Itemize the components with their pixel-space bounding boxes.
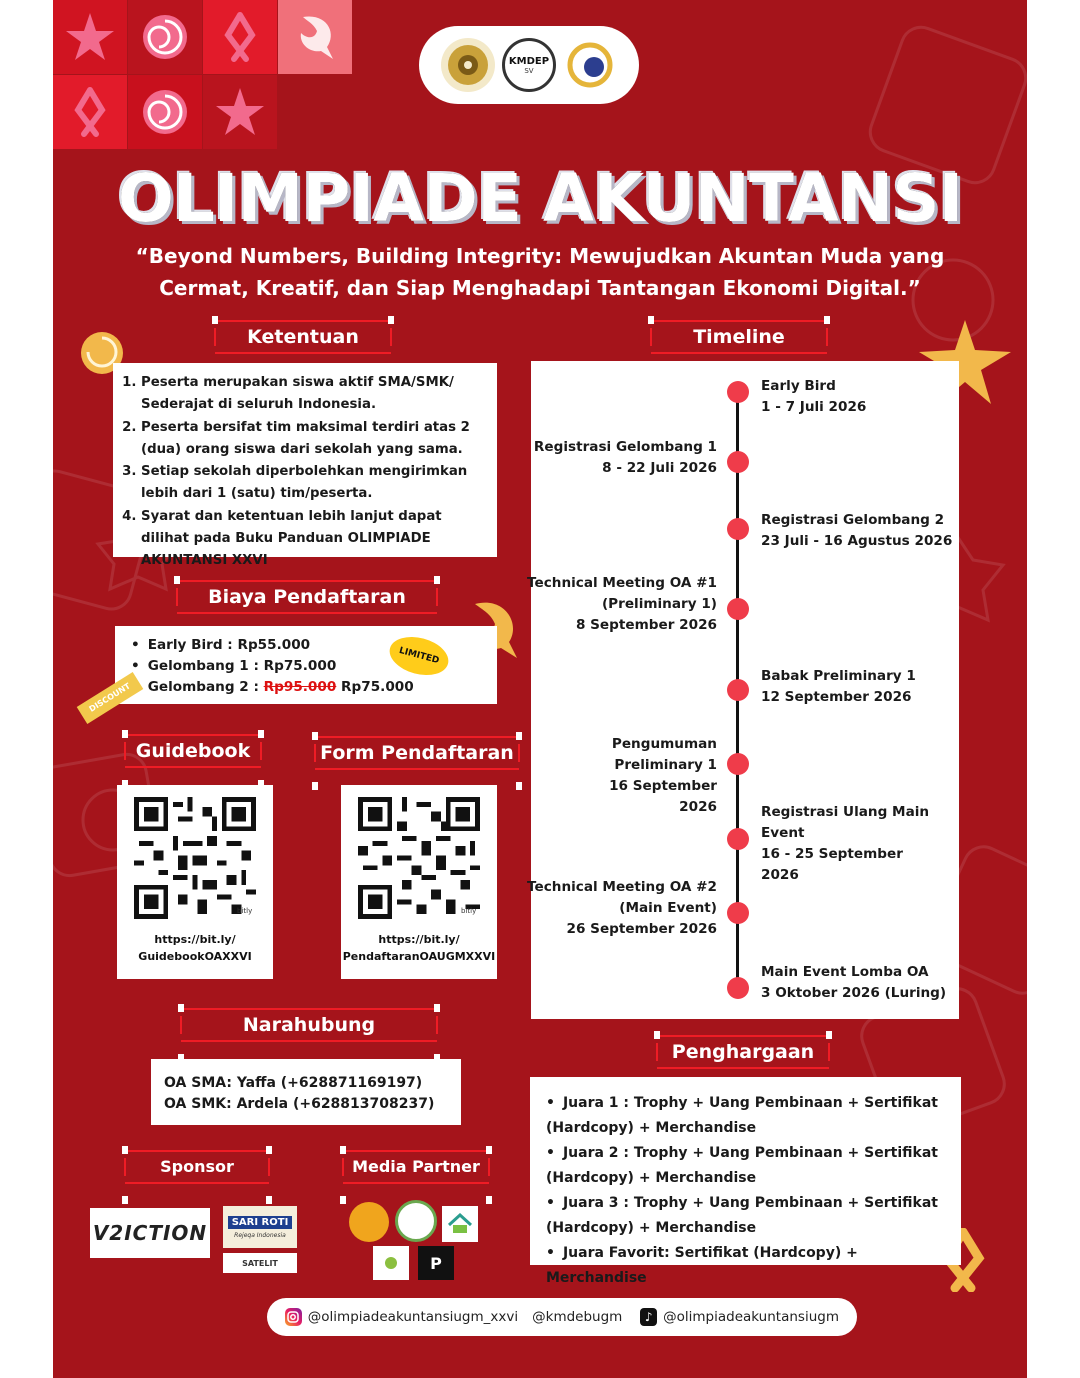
timeline-event — [534, 437, 717, 479]
section-heading-ketentuan — [215, 320, 391, 354]
timeline-heading: Timeline — [693, 326, 785, 348]
timeline-dot — [727, 598, 749, 620]
penghargaan-heading: Penghargaan — [671, 1041, 815, 1063]
ketentuan-heading: Ketentuan — [247, 326, 359, 348]
penghargaan-box — [530, 1077, 961, 1286]
kmdep-logo-text: KMDEP — [508, 55, 550, 67]
timeline-event-title: Registrasi Gelombang 2 — [761, 512, 945, 528]
shell-icon — [137, 84, 193, 140]
award-item: • Juara 3 : Trophy + Uang Pembinaan + Sertifikat (Hardcopy) + Merchandise — [546, 1191, 951, 1241]
shell-icon — [137, 9, 193, 65]
timeline-event-date: 23 Juli - 16 Agustus 2026 — [761, 533, 953, 549]
guidebook-heading: Guidebook — [135, 740, 251, 762]
instagram-handle-2[interactable]: @kmdebugm — [532, 1309, 623, 1325]
badge-icon — [379, 1255, 403, 1271]
form-qr-card[interactable] — [341, 785, 497, 979]
form-heading: Form Pendaftaran — [320, 742, 514, 764]
ribbon-tile — [203, 0, 277, 74]
ribbon-icon — [62, 84, 118, 140]
section-heading-narahubung — [181, 1008, 437, 1042]
page-title: OLIMPIADE AKUNTANSI — [117, 160, 963, 237]
instagram-handle[interactable]: @olimpiadeakuntansiugm_xxvi — [307, 1309, 519, 1325]
discount-tag: DISCOUNT — [77, 672, 144, 724]
timeline-dot — [727, 381, 749, 403]
timeline-event — [761, 802, 936, 886]
timeline-event-title: Technical Meeting OA #2 (Main Event) — [527, 879, 717, 916]
media-partner-logo-text: P — [430, 1253, 442, 1273]
section-heading-penghargaan — [657, 1035, 829, 1069]
tagline: “Beyond Numbers, Building Integrity: Mewujudkan Akuntan Muda yang Cermat, Kreatif, dan Siap Menghadapi Tantangan Ekonomi Digital.” — [135, 244, 945, 300]
ribbon-tile-2 — [53, 75, 127, 149]
timeline-event-title: Technical Meeting OA #1 (Preliminary 1) — [527, 575, 717, 612]
starfish-icon — [62, 9, 118, 65]
qr-brand-label: bitly — [237, 907, 253, 915]
timeline-event — [527, 573, 717, 636]
sponsor-logo-text: SATELIT — [242, 1258, 278, 1268]
media-partner-logo — [395, 1200, 437, 1242]
timeline-event-title: Registrasi Gelombang 1 — [533, 439, 717, 455]
media-partner-logo — [349, 1202, 389, 1242]
limited-badge: LIMITED — [385, 631, 452, 681]
timeline-event-date: 26 September 2026 — [566, 921, 717, 937]
ketentuan-item: 1. Peserta merupakan siswa aktif SMA/SMK/ Sederajat di seluruh Indonesia. — [141, 372, 487, 417]
dolphin-tile — [278, 0, 352, 74]
sponsor-logo-text: SARI ROTI — [228, 1216, 293, 1229]
starfish-tile-2 — [203, 75, 277, 149]
social-bar — [267, 1298, 857, 1336]
narahubung-box — [151, 1059, 461, 1125]
section-heading-media-partner — [343, 1150, 489, 1184]
timeline-dot — [727, 518, 749, 540]
timeline-box — [527, 361, 959, 1019]
timeline-event-date: 1 - 7 Juli 2026 — [761, 399, 867, 415]
qr-code-icon[interactable] — [134, 797, 256, 919]
ribbon-icon — [212, 9, 268, 65]
timeline-dot — [727, 902, 749, 924]
house-icon — [447, 1213, 473, 1235]
sponsor-logo-viction — [90, 1208, 210, 1258]
timeline-event-date: 16 September 2026 — [609, 778, 717, 815]
timeline-event-title: Early Bird — [761, 378, 836, 394]
ketentuan-item: 2. Peserta bersifat tim maksimal terdiri atas 2 (dua) orang siswa dari sekolah yang sama. — [141, 417, 487, 462]
starfish-tile — [53, 0, 127, 74]
sponsor-logo-sariroti — [223, 1206, 297, 1248]
timeline-dot — [727, 451, 749, 473]
organizer-logos — [419, 26, 639, 104]
sponsor-heading: Sponsor — [160, 1157, 234, 1176]
timeline-dot — [727, 828, 749, 850]
ketentuan-box — [113, 363, 497, 569]
tiktok-handle[interactable]: @olimpiadeakuntansiugm — [663, 1309, 839, 1325]
media-partner-logo-p — [418, 1246, 454, 1280]
timeline-event-date: 8 - 22 Juli 2026 — [602, 460, 717, 476]
media-partner-logo — [442, 1206, 478, 1242]
timeline-event — [761, 666, 916, 708]
sponsor-logo-satelit — [223, 1253, 297, 1273]
kmdep-logo — [502, 38, 556, 92]
timeline-event-title: Registrasi Ulang Main Event — [761, 804, 930, 841]
fee-new-price: Rp75.000 — [336, 679, 414, 695]
fee-gelombang-2 — [131, 677, 487, 698]
timeline-dot — [727, 977, 749, 999]
guidebook-qr-card[interactable] — [117, 785, 273, 979]
timeline-event — [761, 510, 952, 552]
timeline-event-date: 3 Oktober 2026 (Luring) — [761, 985, 947, 1001]
section-heading-sponsor — [125, 1150, 269, 1184]
fee-gelombang-1: • Gelombang 1 : Rp75.000 — [131, 656, 487, 677]
ketentuan-list — [125, 372, 487, 573]
sun-emblem-icon — [445, 42, 491, 88]
sponsor-logo-text: Rejeqa Indonesia — [234, 1231, 286, 1239]
timeline-event-date: 16 - 25 September 2026 — [761, 846, 903, 883]
biaya-heading: Biaya Pendaftaran — [208, 586, 406, 608]
poster — [53, 0, 1027, 1378]
starfish-icon — [212, 84, 268, 140]
timeline-event — [527, 877, 717, 940]
qr-brand-label: bitly — [461, 907, 477, 915]
form-link[interactable]: https://bit.ly/ PendaftaranOAUGMXXVI — [342, 933, 496, 963]
timeline-event-title: Babak Preliminary 1 — [761, 668, 916, 684]
shell-tile — [128, 0, 202, 74]
instagram-icon[interactable] — [285, 1308, 302, 1326]
contact-smk[interactable]: OA SMK: Ardela (+628813708237) — [164, 1096, 435, 1112]
award-item: • Juara Favorit: Sertifikat (Hardcopy) + Merchandise — [546, 1241, 951, 1291]
media-partner-heading: Media Partner — [352, 1157, 480, 1176]
timeline-event-title: Pengumuman Preliminary 1 — [611, 736, 717, 773]
penghargaan-list — [546, 1091, 951, 1291]
dolphin-icon — [287, 9, 343, 65]
timeline-event — [577, 734, 717, 818]
timeline-dot — [727, 753, 749, 775]
sponsor-logo-text: V2ICTION — [92, 1221, 208, 1245]
shell-tile-2 — [128, 75, 202, 149]
timeline-event — [761, 376, 866, 418]
oa-logo — [563, 38, 617, 92]
timeline-event-date: 12 September 2026 — [761, 689, 912, 705]
media-partner-logo — [373, 1246, 409, 1280]
ring-emblem-icon — [564, 39, 616, 91]
ketentuan-item: 4. Syarat dan ketentuan lebih lanjut dapat dilihat pada Buku Panduan OLIMPIADE AKUNTANSI XXVI — [141, 506, 487, 573]
qr-code-icon[interactable] — [358, 797, 480, 919]
narahubung-heading: Narahubung — [242, 1014, 376, 1036]
timeline-event-date: 8 September 2026 — [575, 617, 717, 633]
kmdep-logo-sub: SV — [524, 66, 534, 75]
ketentuan-item: 3. Setiap sekolah diperbolehkan mengirimkan lebih dari 1 (satu) tim/peserta. — [141, 461, 487, 506]
timeline-event — [761, 962, 946, 1004]
timeline-dot — [727, 679, 749, 701]
section-heading-form — [315, 736, 519, 770]
section-heading-biaya — [177, 580, 437, 614]
section-heading-timeline — [651, 320, 827, 354]
fee-gelombang-2-label: Gelombang 2 : — [147, 679, 264, 695]
award-item: • Juara 1 : Trophy + Uang Pembinaan + Sertifikat (Hardcopy) + Merchandise — [546, 1091, 951, 1141]
tiktok-icon[interactable]: ♪ — [640, 1308, 657, 1326]
contact-sma[interactable]: OA SMA: Yaffa (+628871169197) — [164, 1075, 423, 1091]
fee-early-bird: • Early Bird : Rp55.000 — [131, 635, 487, 656]
ugm-logo — [441, 38, 495, 92]
section-heading-guidebook — [125, 734, 261, 768]
guidebook-link[interactable]: https://bit.ly/ GuidebookOAXXVI — [138, 933, 252, 963]
fee-old-price: Rp95.000 — [263, 679, 337, 695]
award-item: • Juara 2 : Trophy + Uang Pembinaan + Sertifikat (Hardcopy) + Merchandise — [546, 1141, 951, 1191]
timeline-event-title: Main Event Lomba OA — [761, 964, 929, 980]
